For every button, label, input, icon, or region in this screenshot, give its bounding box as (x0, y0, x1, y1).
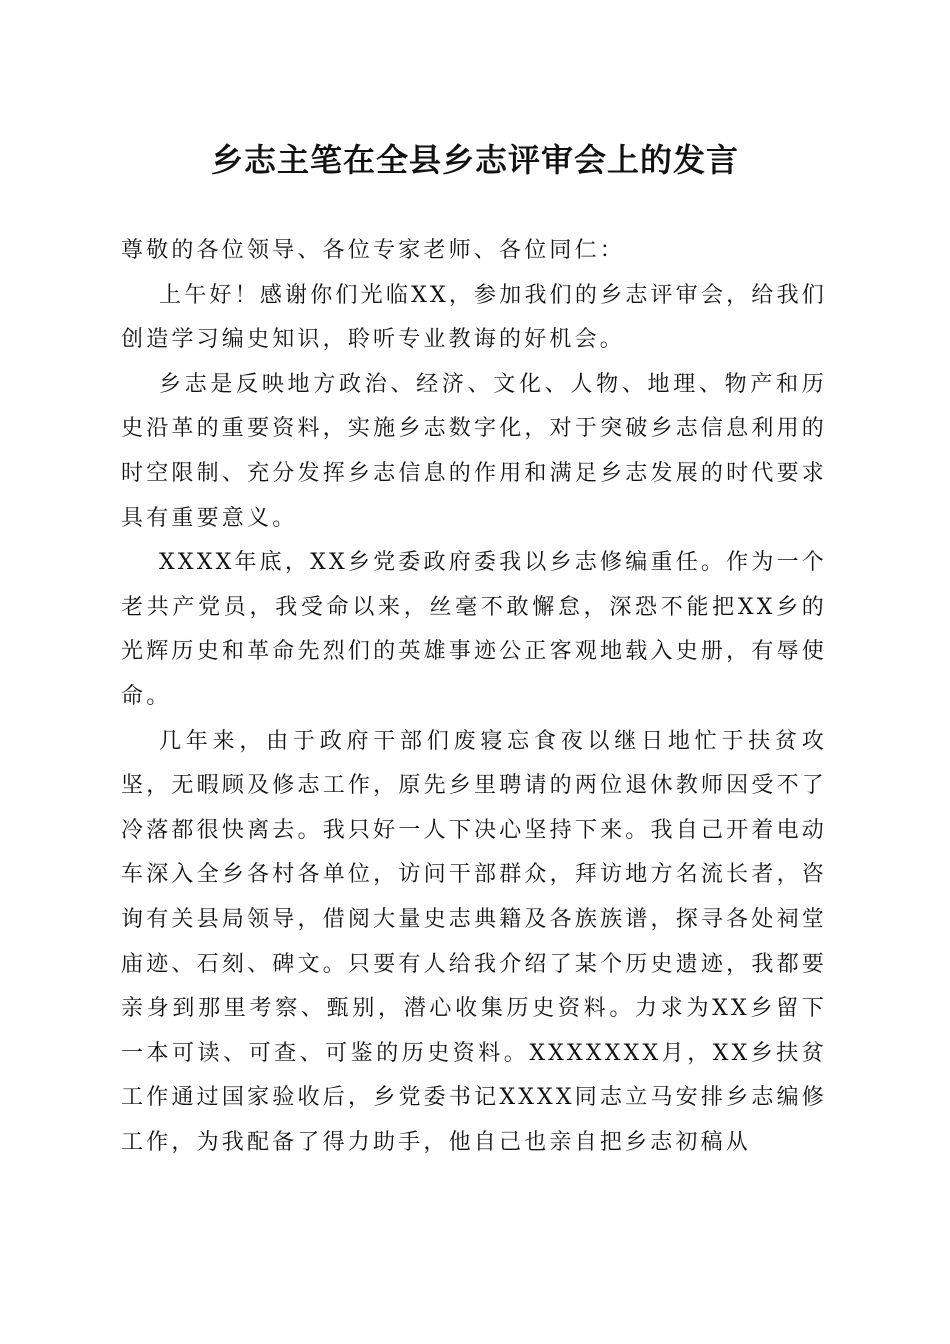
paragraph: XXXX年底，XX乡党委政府委我以乡志修编重任。作为一个老共产党员，我受命以来，丝毫不敢懈怠，深恐不能把XX乡的光辉历史和革命先烈们的英雄事迹公正客观地载入史册，有辱使命。 (121, 550, 827, 709)
document-body (121, 229, 827, 1165)
paragraph: 乡志是反映地方政治、经济、文化、人物、地理、物产和历史沿革的重要资料，实施乡志数字化，对于突破乡志信息利用的时空限制、充分发挥乡志信息的作用和满足乡志发展的时代要求具有重要意义。 (121, 371, 827, 531)
paragraph: 几年来，由于政府干部们废寝忘食夜以继日地忙于扶贫攻坚，无暇顾及修志工作，原先乡里聘请的两位退休教师因受不了冷落都很快离去。我只好一人下决心坚持下来。我自己开着电动车深入全乡各村各单位，访问干部群众，拜访地方名流长者，咨询有关县局领导，借阅大量史志典籍及各族族谱，探寻各处祠堂庙迹、石刻、碑文。只要有人给我介绍了某个历史遗迹，我都要亲身到那里考察、甄别，潜心收集历史资料。力求为XX乡留下一本可读、可查、可鉴的历史资料。XXXXXXX月，XX乡扶贫工作通过国家验收后，乡党委书记XXXX同志立马安排乡志编修工作，为我配备了得力助手，他自己也亲自把乡志初稿从 (121, 728, 827, 1155)
paragraph: 上午好！感谢你们光临XX，参加我们的乡志评审会，给我们创造学习编史知识，聆听专业教诲的好机会。 (121, 282, 827, 353)
document-title: 乡志主笔在全县乡志评审会上的发言 (210, 141, 739, 179)
salutation: 尊敬的各位领导、各位专家老师、各位同仁： (121, 238, 626, 263)
